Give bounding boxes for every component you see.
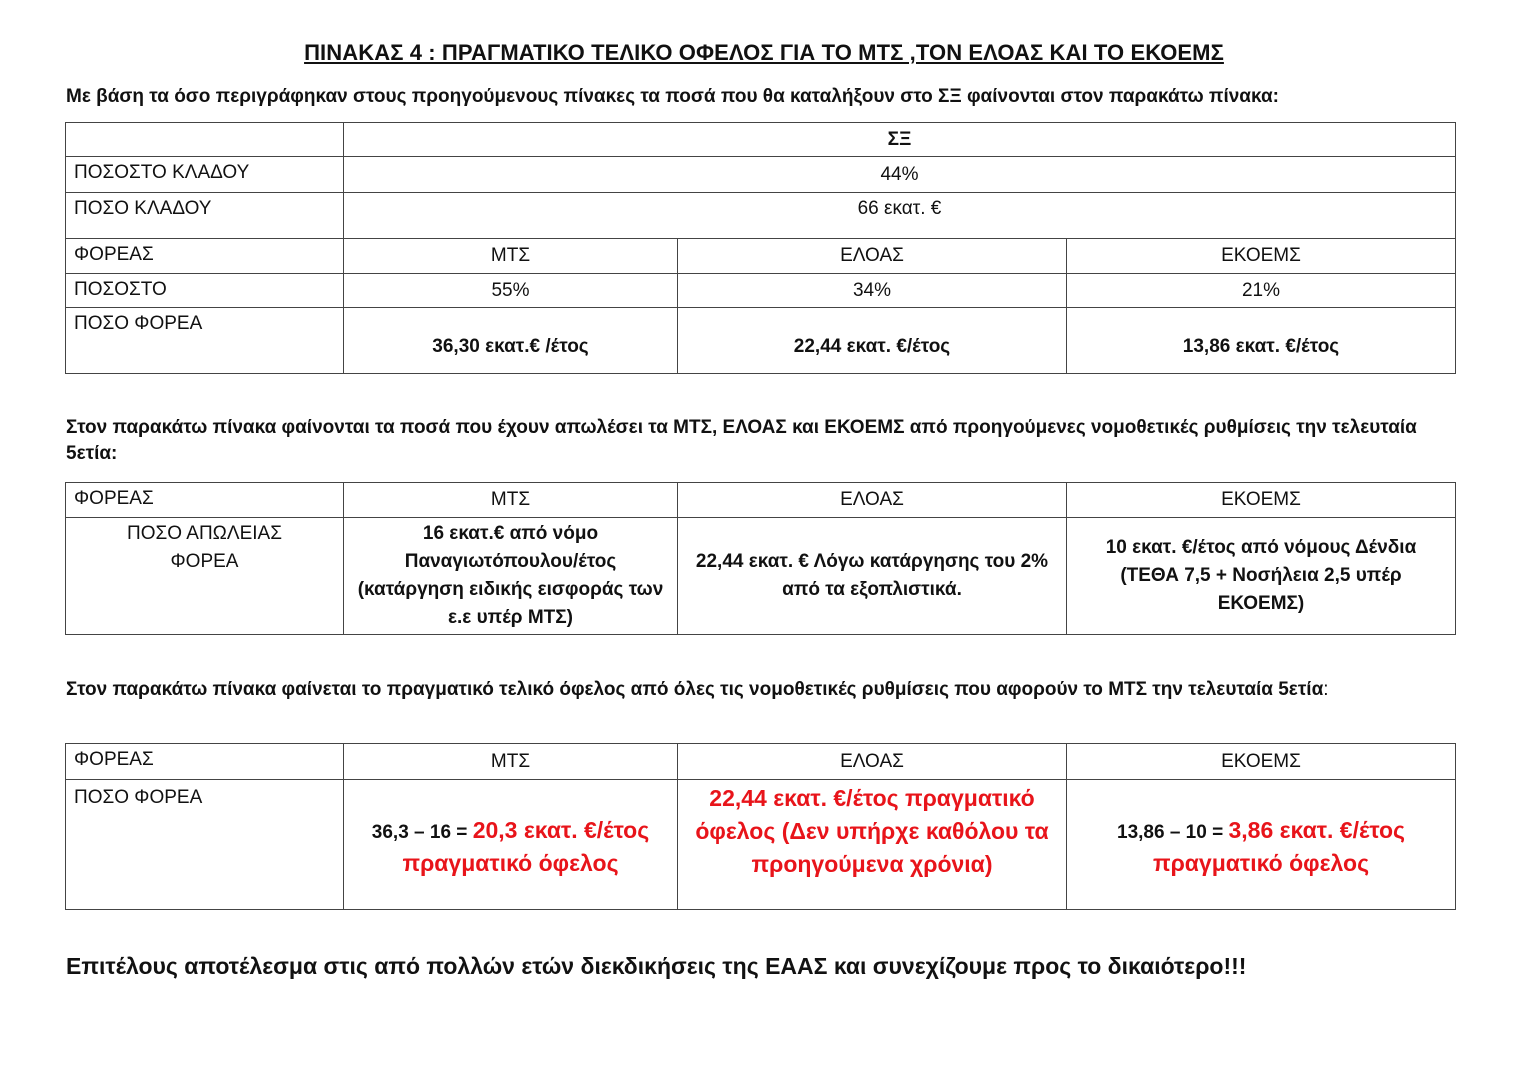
table-row bbox=[66, 239, 1456, 274]
empty-cell bbox=[66, 123, 344, 157]
benefit-table bbox=[65, 743, 1456, 910]
benefit-mts-value: 20,3 εκατ. €/έτος πραγματικό όφελος bbox=[402, 817, 650, 876]
row-label-pososto: ΠΟΣΟΣΤΟ bbox=[66, 274, 344, 308]
poso-kladou-value: 66 εκατ. € bbox=[344, 193, 1456, 239]
pososto-mts: 55% bbox=[344, 274, 678, 308]
poso-forea-eloas: 22,44 εκατ. €/έτος bbox=[678, 308, 1067, 374]
benefit-ekoems-calc: 13,86 – 10 = bbox=[1117, 822, 1229, 843]
column-header-mts: ΜΤΣ bbox=[344, 483, 678, 518]
closing-statement: Επιτέλους αποτέλεσμα στις από πολλών ετών διεκδικήσεις της ΕΑΑΣ και συνεχίζουμε προς το δικαιότερο!!! bbox=[66, 953, 1247, 979]
table-row bbox=[66, 780, 1456, 910]
row-label-foreas: ΦΟΡΕΑΣ bbox=[66, 239, 344, 274]
intro-paragraph-2: Στον παρακάτω πίνακα φαίνονται τα ποσά που έχουν απωλέσει τα ΜΤΣ, ΕΛΟΑΣ και ΕΚΟΕΜΣ από προηγούμενες νομοθετικές ρυθμίσεις την τελευταία 5ετία: bbox=[66, 417, 1417, 464]
table-row bbox=[66, 483, 1456, 518]
table-row bbox=[66, 308, 1456, 374]
intro-paragraph-3 bbox=[66, 677, 1466, 703]
table-row bbox=[66, 193, 1456, 239]
row-label-poso-kladou: ΠΟΣΟ ΚΛΑΔΟΥ bbox=[66, 193, 344, 239]
column-header-eloas: ΕΛΟΑΣ bbox=[678, 483, 1067, 518]
benefit-ekoems-value: 3,86 εκατ. €/έτος πραγματικό όφελος bbox=[1152, 817, 1405, 876]
row-label-poso-forea: ΠΟΣΟ ΦΟΡΕΑ bbox=[66, 780, 344, 910]
column-header-eloas: ΕΛΟΑΣ bbox=[678, 239, 1067, 274]
intro-paragraph-3-colon: : bbox=[1323, 679, 1329, 700]
column-header-sx: ΣΞ bbox=[344, 123, 1456, 157]
table-row bbox=[66, 274, 1456, 308]
row-label-poso-apoleias: ΠΟΣΟ ΑΠΩΛΕΙΑΣ ΦΟΡΕΑ bbox=[66, 518, 344, 635]
row-label-foreas: ΦΟΡΕΑΣ bbox=[66, 744, 344, 780]
loss-eloas: 22,44 εκατ. € Λόγω κατάργησης του 2% από τα εξοπλιστικά. bbox=[678, 518, 1067, 635]
column-header-mts: ΜΤΣ bbox=[344, 744, 678, 780]
benefit-ekoems bbox=[1067, 780, 1456, 910]
intro-paragraph-3-text: Στον παρακάτω πίνακα φαίνεται το πραγματικό τελικό όφελος από όλες τις νομοθετικές ρυθμίσεις που αφορούν το ΜΤΣ την τελευταία 5ετία bbox=[66, 679, 1324, 700]
row-label-foreas: ΦΟΡΕΑΣ bbox=[66, 483, 344, 518]
row-label-poso-forea: ΠΟΣΟ ΦΟΡΕΑ bbox=[66, 308, 344, 374]
benefit-mts-calc: 36,3 – 16 = bbox=[371, 822, 473, 843]
column-header-eloas: ΕΛΟΑΣ bbox=[678, 744, 1067, 780]
table-row bbox=[66, 744, 1456, 780]
page-title: ΠΙΝΑΚΑΣ 4 : ΠΡΑΓΜΑΤΙΚΟ ΤΕΛΙΚΟ ΟΦΕΛΟΣ ΓΙΑ ΤΟ ΜΤΣ ,ΤΟΝ ΕΛΟΑΣ ΚΑΙ ΤΟ ΕΚΟΕΜΣ bbox=[304, 40, 1224, 65]
losses-table bbox=[65, 482, 1456, 635]
row-label-pososto-kladou: ΠΟΣΟΣΤΟ ΚΛΑΔΟΥ bbox=[66, 157, 344, 193]
loss-ekoems: 10 εκατ. €/έτος από νόμους Δένδια (ΤΕΘΑ 7,5 + Νοσήλεια 2,5 υπέρ ΕΚΟΕΜΣ) bbox=[1067, 518, 1456, 635]
column-header-mts: ΜΤΣ bbox=[344, 239, 678, 274]
table-row bbox=[66, 157, 1456, 193]
column-header-ekoems: ΕΚΟΕΜΣ bbox=[1067, 744, 1456, 780]
benefit-eloas bbox=[678, 780, 1067, 910]
poso-forea-mts: 36,30 εκατ.€ /έτος bbox=[344, 308, 678, 374]
loss-mts: 16 εκατ.€ από νόμο Παναγιωτόπουλου/έτος (κατάργηση ειδικής εισφοράς των ε.ε υπέρ ΜΤΣ) bbox=[344, 518, 678, 635]
benefit-mts bbox=[344, 780, 678, 910]
pososto-eloas: 34% bbox=[678, 274, 1067, 308]
intro-paragraph-1: Με βάση τα όσο περιγράφηκαν στους προηγούμενους πίνακες τα ποσά που θα καταλήξουν στο ΣΞ φαίνονται στον παρακάτω πίνακα: bbox=[66, 86, 1279, 107]
pososto-ekoems: 21% bbox=[1067, 274, 1456, 308]
pososto-kladou-value: 44% bbox=[344, 157, 1456, 193]
column-header-ekoems: ΕΚΟΕΜΣ bbox=[1067, 483, 1456, 518]
benefit-eloas-value: 22,44 εκατ. €/έτος πραγματικό όφελος (Δεν υπήρχε καθόλου τα προηγούμενα χρόνια) bbox=[695, 785, 1049, 877]
poso-forea-ekoems: 13,86 εκατ. €/έτος bbox=[1067, 308, 1456, 374]
column-header-ekoems: ΕΚΟΕΜΣ bbox=[1067, 239, 1456, 274]
allocation-table bbox=[65, 122, 1456, 374]
table-row bbox=[66, 518, 1456, 635]
table-row bbox=[66, 123, 1456, 157]
